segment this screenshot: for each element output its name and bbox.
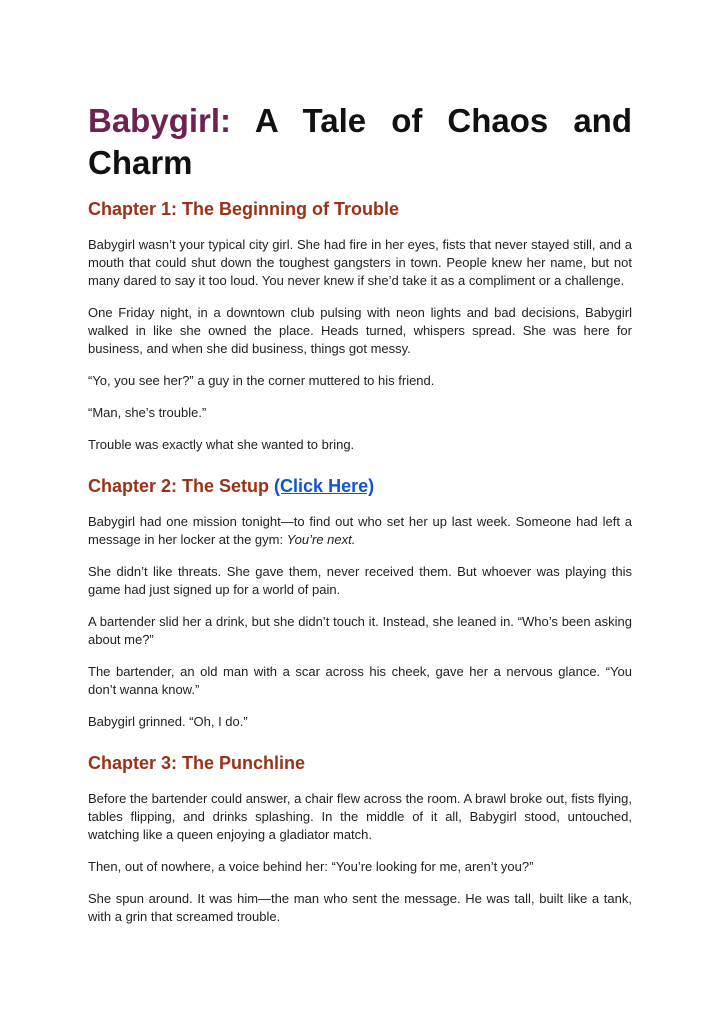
- paragraph: The bartender, an old man with a scar across his cheek, gave her a nervous glance. “You don’t wanna know.”: [88, 664, 632, 697]
- paragraph: [88, 513, 632, 549]
- paragraph: Babygirl grinned. “Oh, I do.”: [88, 714, 248, 729]
- paragraph: One Friday night, in a downtown club pulsing with neon lights and bad decisions, Babygirl walked in like she owned the place. Heads turned, whispers spread. She was here for business, and when she did business, things got messy.: [88, 305, 632, 356]
- paragraph: A bartender slid her a drink, but she didn’t touch it. Instead, she leaned in. “Who’s been asking about me?”: [88, 614, 632, 647]
- chapter-2: [88, 474, 632, 731]
- paragraph: Then, out of nowhere, a voice behind her: “You’re looking for me, aren’t you?”: [88, 859, 534, 874]
- paragraph: She spun around. It was him—the man who sent the message. He was tall, built like a tank, with a grin that screamed trouble.: [88, 891, 632, 924]
- paragraph: “Man, she’s trouble.”: [88, 405, 207, 420]
- chapter-1: [88, 197, 632, 454]
- paragraph-italic: You’re next.: [286, 532, 356, 547]
- paragraph: “Yo, you see her?” a guy in the corner muttered to his friend.: [88, 373, 435, 388]
- click-here-link[interactable]: (Click Here): [274, 476, 375, 496]
- chapter-3-heading: Chapter 3: The Punchline: [88, 753, 306, 773]
- paragraph: Trouble was exactly what she wanted to bring.: [88, 437, 355, 452]
- chapter-2-heading-text: Chapter 2: The Setup: [88, 476, 270, 496]
- paragraph: She didn’t like threats. She gave them, never received them. But whoever was playing this game had just signed up for a world of pain.: [88, 564, 632, 597]
- title-accent: Babygirl:: [88, 102, 232, 139]
- chapter-1-heading: Chapter 1: The Beginning of Trouble: [88, 199, 400, 219]
- chapter-2-heading: [88, 474, 632, 498]
- document-title: [88, 100, 632, 184]
- paragraph: Before the bartender could answer, a chair flew across the room. A brawl broke out, fists flying, tables flipping, and drinks splashing. In the middle of it all, Babygirl stood, untouched, watching like a queen enjoying a gladiator match.: [88, 791, 632, 842]
- title-rest: A Tale of Chaos and Charm: [88, 102, 632, 181]
- paragraph: Babygirl wasn’t your typical city girl. She had fire in her eyes, fists that never stayed still, and a mouth that could shut down the toughest gangsters in town. People knew her name, but not many dared to say it too loud. You never knew if she’d take it as a compliment or a challenge.: [88, 237, 632, 288]
- paragraph-text: Babygirl had one mission tonight—to find out who set her up last week. Someone had left a message in her locker at the gym:: [88, 514, 632, 547]
- chapter-3: [88, 751, 632, 926]
